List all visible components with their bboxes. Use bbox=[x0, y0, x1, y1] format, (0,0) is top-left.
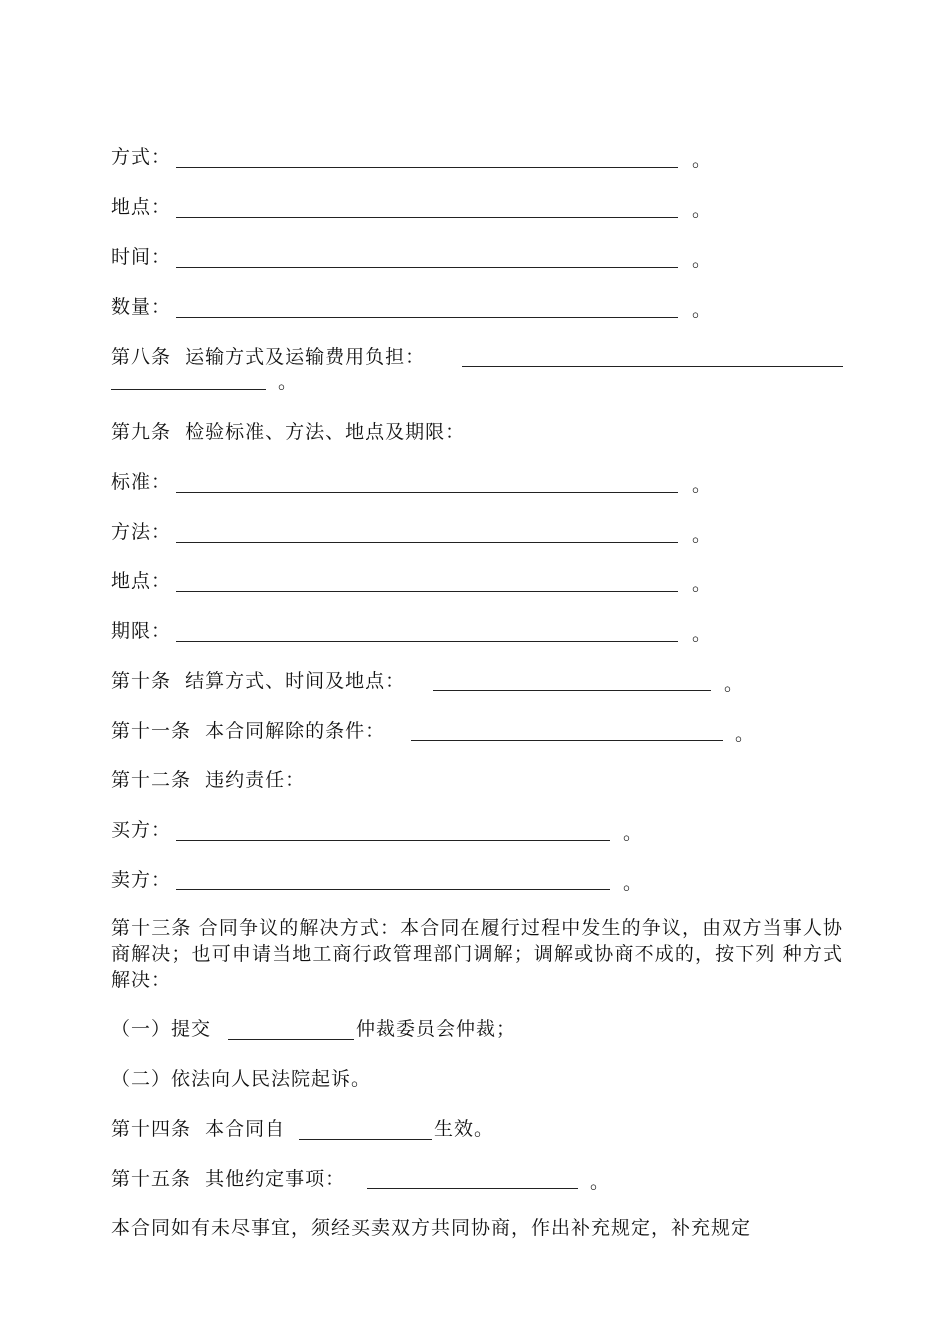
field-label: 买方： bbox=[111, 819, 172, 841]
field-label: 时间： bbox=[111, 246, 172, 268]
article-10-text: 第十条 结算方式、时间及地点： bbox=[111, 670, 406, 692]
field-label: 方法： bbox=[111, 521, 172, 543]
article-10 bbox=[111, 670, 405, 692]
blank-line bbox=[367, 1188, 578, 1189]
blank-line bbox=[176, 267, 678, 268]
field-time bbox=[111, 246, 171, 268]
field-method-2 bbox=[111, 521, 171, 543]
blank-line bbox=[176, 542, 678, 543]
field-seller bbox=[111, 869, 171, 891]
article-8 bbox=[111, 346, 425, 368]
period: 。 bbox=[735, 723, 755, 745]
article-9-text: 第九条 检验标准、方法、地点及期限： bbox=[111, 421, 466, 443]
field-label: 地点： bbox=[111, 570, 172, 592]
field-label: 数量： bbox=[111, 296, 172, 318]
period: 。 bbox=[590, 1171, 610, 1193]
period: 。 bbox=[692, 524, 712, 546]
field-location bbox=[111, 196, 171, 218]
blank-line bbox=[111, 389, 266, 390]
article-15-text: 第十五条 其他约定事项： bbox=[111, 1168, 346, 1190]
period: 。 bbox=[692, 249, 712, 271]
blank-line bbox=[176, 591, 678, 592]
blank-line bbox=[176, 492, 678, 493]
blank-line bbox=[228, 1039, 354, 1040]
article-11 bbox=[111, 720, 385, 742]
article-9 bbox=[111, 421, 465, 443]
field-standard bbox=[111, 471, 171, 493]
field-method bbox=[111, 146, 171, 168]
blank-line bbox=[462, 366, 843, 367]
period: 。 bbox=[692, 573, 712, 595]
article-14-suffix: 生效。 bbox=[434, 1118, 495, 1140]
field-location-2 bbox=[111, 570, 171, 592]
article-14-prefix: 第十四条 本合同自 bbox=[111, 1118, 286, 1140]
period: 。 bbox=[692, 474, 712, 496]
option-1-suffix: 仲裁委员会仲裁； bbox=[356, 1018, 517, 1040]
article-12-text: 第十二条 违约责任： bbox=[111, 769, 306, 791]
field-label: 方式： bbox=[111, 146, 172, 168]
period: 。 bbox=[692, 149, 712, 171]
blank-line bbox=[299, 1139, 432, 1140]
blank-line bbox=[176, 889, 610, 890]
field-label: 卖方： bbox=[111, 869, 172, 891]
period: 。 bbox=[692, 623, 712, 645]
blank-line bbox=[176, 641, 678, 642]
article-15 bbox=[111, 1168, 345, 1190]
option-2: （二）依法向人民法院起诉。 bbox=[111, 1068, 372, 1090]
field-label: 地点： bbox=[111, 196, 172, 218]
article-11-text: 第十一条 本合同解除的条件： bbox=[111, 720, 386, 742]
period: 。 bbox=[623, 822, 643, 844]
field-label: 标准： bbox=[111, 471, 172, 493]
period: 。 bbox=[278, 371, 298, 393]
period: 。 bbox=[692, 299, 712, 321]
field-buyer bbox=[111, 819, 171, 841]
field-label: 期限： bbox=[111, 620, 172, 642]
blank-line bbox=[411, 740, 723, 741]
article-8-text: 第八条 运输方式及运输费用负担： bbox=[111, 346, 426, 368]
blank-line bbox=[176, 840, 610, 841]
article-14 bbox=[111, 1118, 285, 1140]
option-1-prefix: （一）提交 bbox=[111, 1018, 212, 1040]
blank-line bbox=[176, 317, 678, 318]
option-1 bbox=[111, 1018, 211, 1040]
blank-line bbox=[176, 167, 678, 168]
field-deadline bbox=[111, 620, 171, 642]
blank-line bbox=[433, 690, 711, 691]
period: 。 bbox=[623, 872, 643, 894]
blank-line bbox=[176, 217, 678, 218]
period: 。 bbox=[724, 673, 744, 695]
period: 。 bbox=[692, 199, 712, 221]
closing-text: 本合同如有未尽事宜，须经买卖双方共同协商，作出补充规定，补充规定 bbox=[111, 1217, 752, 1239]
article-12 bbox=[111, 769, 305, 791]
field-quantity bbox=[111, 296, 171, 318]
article-13: 第十三条 合同争议的解决方式：本合同在履行过程中发生的争议，由双方当事人协商解决；也可申请当地工商行政管理部门调解；调解或协商不成的，按下列 种方式解决： bbox=[111, 917, 843, 991]
